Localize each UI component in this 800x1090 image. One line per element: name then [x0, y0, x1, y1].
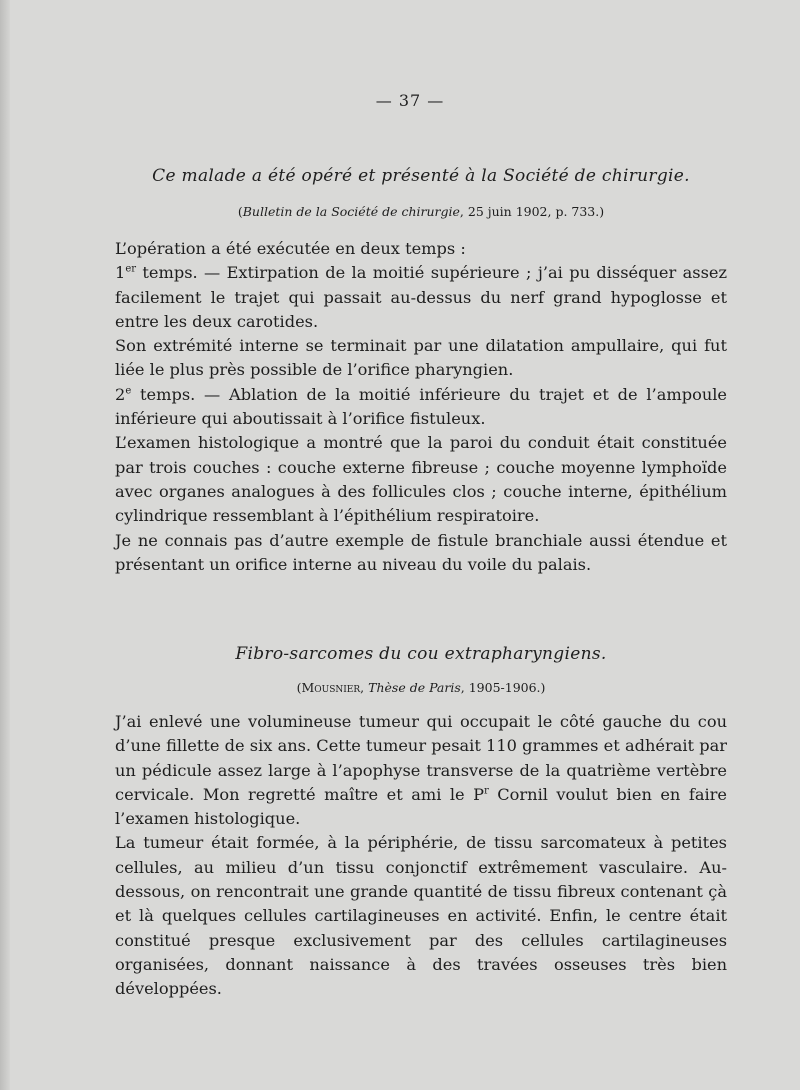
citation-1-open: (	[237, 204, 243, 219]
paragraph-text: temps. — Extirpation de la moitié supérieure ; j’ai pu disséquer assez facilement le trajet qui passait au-dessus du nerf grand hypoglosse et entre les deux carotides.	[115, 263, 727, 331]
paragraph: Son extrémité interne se terminait par une dilatation ampullaire, qui fut liée le plus près possible de l’orifice pharyngien.	[115, 336, 727, 380]
paragraph	[115, 383, 727, 432]
section-1-body	[115, 237, 727, 577]
section-heading-2: Fibro-sarcomes du cou extrapharyngiens.	[235, 644, 607, 664]
citation-2-thesis: Thèse de Paris	[368, 680, 461, 695]
ordinal-suffix: e	[125, 385, 132, 397]
citation-2-rest: , 1905-1906.)	[460, 680, 546, 695]
title-suffix: r	[484, 785, 489, 797]
paragraph: La tumeur était formée, à la périphérie, de tissu sarcomateux à petites cellules, au milieu d’un tissu conjonctif extrêmement vasculaire. Au-dessous, on rencontrait une grande quantité de tissu fibreux contenant çà et là quelques cellules cartilagineuses en activité. Enfin, le centre était constitué presque exclusivement par des cellules cartilagineuses organisées, donnant naissance à des travées osseuses très bien développées.	[115, 833, 727, 999]
paragraph: L’opération a été exécutée en deux temps :	[115, 239, 466, 258]
paragraph-text: temps. — Ablation de la moitié inférieure du trajet et de l’ampoule inférieure qui aboutissait à l’orifice fistuleux.	[115, 384, 727, 429]
citation-1	[115, 204, 727, 219]
paragraph: L’examen histologique a montré que la paroi du conduit était constituée par trois couches : couche externe fibreuse ; couche moyenne lymphoïde avec organes analogues à des follicules clos ; couche interne, épithélium cylindrique ressemblant à l’épithélium respiratoire.	[115, 433, 727, 526]
citation-1-journal: Bulletin de la Société de chirurgie	[242, 204, 460, 219]
paragraph	[115, 261, 727, 334]
ordinal-number: 2	[115, 384, 126, 404]
paragraph-text: Cornil voulut bien en faire l’examen histologique.	[115, 784, 727, 829]
section-heading-1: Ce malade a été opéré et présenté à la Société de chirurgie.	[152, 166, 690, 186]
citation-2	[115, 680, 727, 695]
ordinal-number: 1	[115, 263, 126, 283]
paragraph: Je ne connais pas d’autre exemple de fistule branchiale aussi étendue et présentant un orifice interne au niveau du voile du palais.	[115, 530, 727, 574]
citation-2-open: (	[296, 680, 302, 695]
page-binding-edge	[0, 0, 10, 1090]
citation-2-author: Mousnier	[301, 680, 361, 695]
section-2-body	[115, 710, 727, 1002]
paragraph	[115, 710, 727, 831]
ordinal-suffix: er	[125, 263, 137, 275]
page-number: — 37 —	[375, 91, 445, 110]
citation-1-rest: , 25 juin 1902, p. 733.)	[459, 204, 605, 219]
citation-2-sep: ,	[360, 680, 369, 695]
paragraph-text: J’ai enlevé une volumineuse tumeur qui occupait le côté gauche du cou d’une fillette de six ans. Cette tumeur pesait 110 grammes et adhérait par un pédicule assez large à l’apophyse transverse de la quatrième vertèbre cervicale. Mon regretté maître et ami le P	[115, 712, 727, 804]
